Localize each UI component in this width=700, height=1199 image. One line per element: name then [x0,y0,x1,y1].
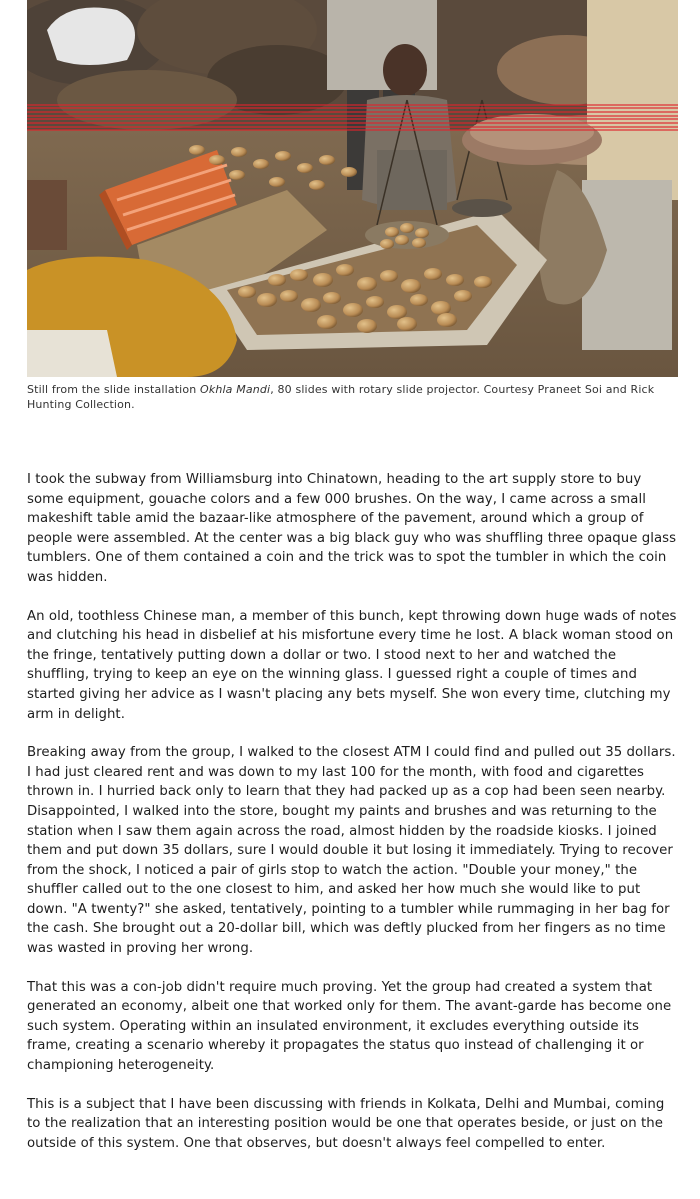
caption-details: , 80 slides with rotary slide projector. Courtesy Praneet Soi and Rick Hunting Collection. [27,383,655,411]
market-photo-illustration [27,0,678,377]
paragraph-5: This is a subject that I have been discussing with friends in Kolkata, Delhi and Mumbai, coming to the realization that an interesting position would be one that operates beside, or just on the outside of this system. One that observes, but doesn't always feel compelled to enter. [27,1096,665,1151]
paragraph-2: An old, toothless Chinese man, a member of this bunch, kept throwing down huge wads of notes and clutching his head in disbelief at his misfortune every time he lost. A black woman stood on the fringe, tentatively putting down a dollar or two. I stood next to her and watched the shuffling, trying to keep an eye on the winning glass. I guessed right a couple of times and started giving her advice as I wasn't placing any bets myself. She won every time, clutching my arm in delight. [27,608,677,722]
paragraph-1: I took the subway from Williamsburg into Chinatown, heading to the art supply store to buy some equipment, gouache colors and a few 000 brushes. On the way, I came across a small makeshift table amid the bazaar-like atmosphere of the pavement, around which a group of people were assembled. At the center was a big black guy who was shuffling three opaque glass tumblers. One of them contained a coin and the trick was to spot the tumbler in which the coin was hidden. [27,472,677,585]
article-body [27,470,678,1172]
caption-artwork-title: Okhla Mandi [200,383,271,396]
figure-caption [27,382,678,412]
caption-lead: Still from the slide installation [27,383,201,396]
paragraph-4: That this was a con-job didn't require much proving. Yet the group had created a system that generated an economy, albeit one that worked only for them. The avant-garde has become one such system. Operating within an insulated environment, it excludes everything outside its frame, creating a scenario whereby it propagates the status quo instead of challenging it or championing heterogeneity. [27,979,672,1074]
paragraph-3: Breaking away from the group, I walked to the closest ATM I could find and pulled out 35 dollars. I had just cleared rent and was down to my last 100 for the month, with food and cigarettes thrown in. I hurried back only to learn that they had packed up as a cop had been seen nearby. Disappointed, I walked into the store, bought my paints and brushes and was returning to the station when I saw them again across the road, almost hidden by the roadside kiosks. I joined them and put down 35 dollars, sure I would double it but losing it immediately. Trying to recover from the shock, I noticed a pair of girls stop to watch the action. "Double your money," the shuffler called out to the one closest to him, and asked her how much she would like to put down. "A twenty?" she asked, tentatively, pointing to a tumbler while rummaging in her bag for the cash. She brought out a 20-dollar bill, which was deftly plucked from her fingers as no time was wasted in proving her wrong. [27,745,676,957]
market-photo [27,0,678,377]
